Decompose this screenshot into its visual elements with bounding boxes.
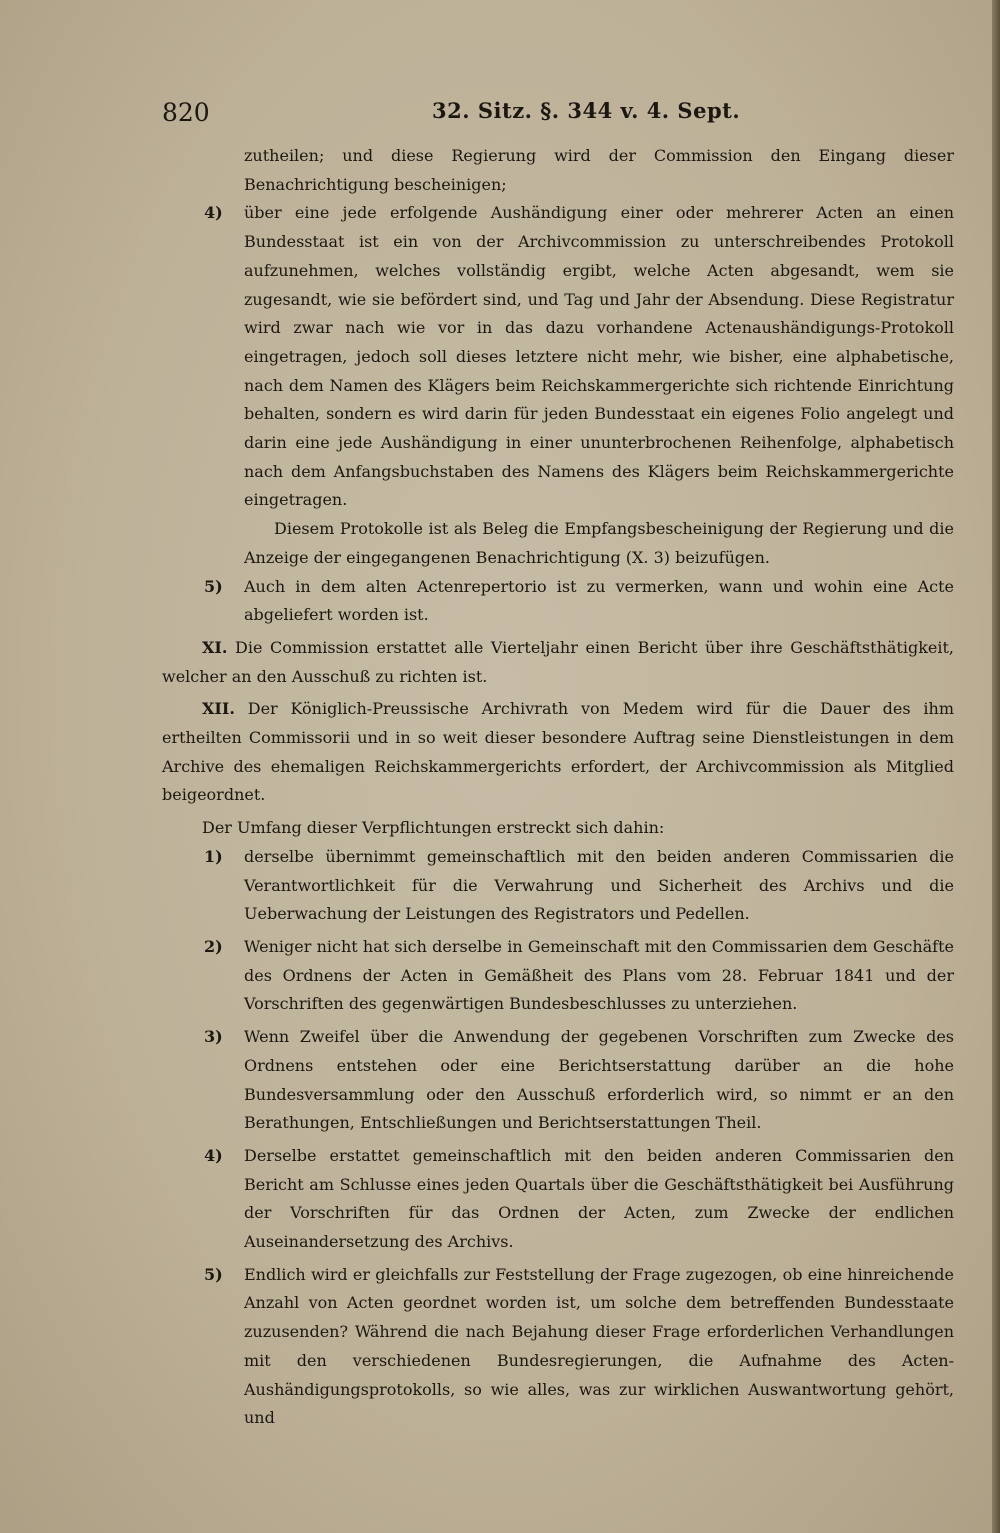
list-item [162, 843, 954, 929]
section-xii [162, 695, 954, 810]
list-item-text: Wenn Zweifel über die Anwendung der gegebenen Vorschriften zum Zwecke des Ordnens entstehen oder eine Berichtserstattung darüber an die hohe Bundesversammlung oder den Ausschuß erforderlich wird, so nimmt er an den Berathungen, Entschließungen und Berichtserstattungen Theil. [244, 1027, 954, 1133]
list-number: 2) [204, 936, 223, 956]
page-number: 820 [162, 98, 210, 127]
scope-paragraph: Der Umfang dieser Verpflichtungen erstreckt sich dahin: [202, 818, 665, 838]
list-item-text: Weniger nicht hat sich derselbe in Gemeinschaft mit den Commissarien dem Geschäfte des Ordnens der Acten in Gemäßheit des Plans vom 28. Februar 1841 und der Vorschriften des gegenwärtigen Bundesbeschlusses zu unterziehen. [244, 936, 954, 1014]
list-item-text: Endlich wird er gleichfalls zur Feststellung der Frage zugezogen, ob eine hinreichende Anzahl von Acten geordnet worden ist, um solche dem betreffenden Bundesstaate zuzusenden? Während die nach Bejahung dieser Frage erforderlichen Verhandlungen mit den verschiedenen Bundesregierungen, die Aufnahme des Acten-Aushändigungsprotokolls, so wie alles, was zur wirklichen Auswantwortung gehört, und [244, 1264, 954, 1428]
body-text [162, 142, 954, 1433]
page-edge [992, 0, 1000, 1533]
section-label: XI. [202, 637, 228, 657]
list-item [162, 1261, 954, 1433]
list-number: 5) [204, 1264, 223, 1284]
list-number: 4) [204, 203, 223, 223]
section-label: XII. [202, 699, 235, 719]
list-number: 5) [204, 576, 223, 596]
list-item-text: derselbe übernimmt gemeinschaftlich mit den beiden anderen Commissarien die Verantwortlichkeit für die Verwahrung und Sicherheit des Archivs und die Ueberwachung der Leistungen des Registrators und Pedellen. [244, 846, 954, 924]
list-number: 4) [204, 1145, 223, 1165]
list-item [162, 1023, 954, 1138]
list-item [162, 1142, 954, 1257]
list-item [162, 933, 954, 1019]
list-item-5 [162, 573, 954, 630]
section-xi [162, 634, 954, 691]
list-item-text: Derselbe erstattet gemeinschaftlich mit den beiden anderen Commissarien den Bericht am Schlusse eines jeden Quartals über die Geschäftsthätigkeit bei Ausführung der Vorschriften für das Ordnen der Acten, zum Zwecke der endlichen Auseinandersetzung des Archivs. [244, 1145, 954, 1252]
list-item-4 [162, 199, 954, 515]
list-number: 3) [204, 1027, 223, 1047]
list-number: 1) [204, 846, 223, 866]
sub-paragraph: Diesem Protokolle ist als Beleg die Empfangsbescheinigung der Regierung und die Anzeige der eingegangenen Benachrichtigung (X. 3) beizufügen. [244, 519, 954, 567]
section-text: Der Königlich-Preussische Archivrath von Medem wird für die Dauer des ihm ertheilten Commissorii und in so weit dieser besondere Auftrag seine Dienstleistungen in dem Archive des ehemaligen Reichskammergerichts erfordert, der Archivcommission als Mitglied beigeordnet. [162, 699, 954, 805]
list-item-text: Auch in dem alten Actenrepertorio ist zu vermerken, wann und wohin eine Acte abgeliefert worden ist. [244, 576, 954, 625]
list-item-text: über eine jede erfolgende Aushändigung einer oder mehrerer Acten an einen Bundesstaat ist ein von der Archivcommission zu unterschreibendes Protokoll aufzunehmen, welches vollständig ergibt, welche Acten abgesandt, wem sie zugesandt, wie sie befördert sind, und Tag und Jahr der Absendung. Diese Registratur wird zwar nach wie vor in das dazu vorhandene Actenaushändigungs-Protokoll eingetragen, jedoch soll dieses letztere nicht mehr, wie bisher, eine alphabetische, nach dem Namen des Klägers beim Reichskammergerichte sich richtende Einrichtung behalten, sondern es wird darin für jeden Bundesstaat ein eigenes Folio angelegt und darin eine jede Aushändigung in einer ununterbrochenen Reihenfolge, alphabetisch nach dem Anfangsbuchstaben des Namens des Klägers beim Reichskammergerichte eingetragen. [244, 203, 954, 510]
page-header [162, 98, 942, 134]
continuation-text: zutheilen; und diese Regierung wird der Commission den Eingang dieser Benachrichtigung bescheinigen; [244, 146, 954, 194]
running-head: 32. Sitz. §. 344 v. 4. Sept. [432, 98, 741, 123]
section-text: Die Commission erstattet alle Vierteljahr einen Bericht über ihre Geschäftsthätigkeit, welcher an den Ausschuß zu richten ist. [162, 637, 954, 686]
